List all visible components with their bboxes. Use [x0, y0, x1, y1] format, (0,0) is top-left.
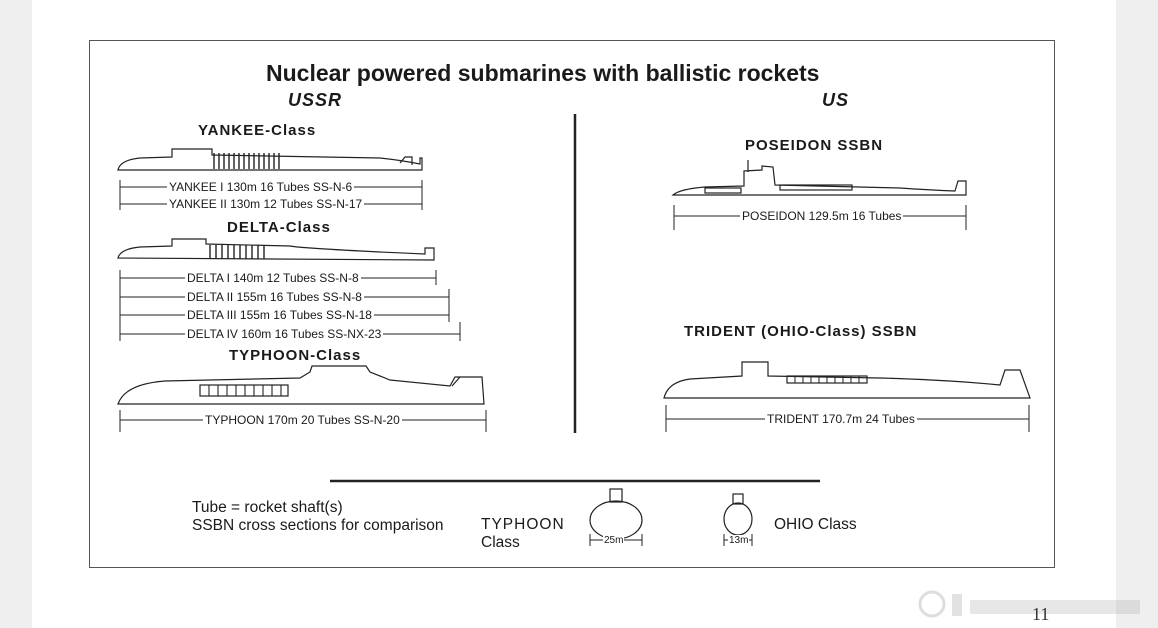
ohio-width-label: 13m [729, 535, 749, 546]
trident-silhouette [664, 362, 1030, 398]
delta-4-dimension: DELTA IV 160m 16 Tubes SS-NX-23 [187, 327, 382, 341]
typhoon-cross-label: TYPHOON [481, 516, 565, 533]
typhoon-cross-class: Class [481, 534, 520, 551]
us-header: US [822, 90, 850, 110]
delta-silhouette [118, 239, 434, 260]
poseidon-class-label: POSEIDON SSBN [745, 137, 884, 154]
delta-1-dimension: DELTA I 140m 12 Tubes SS-N-8 [187, 271, 359, 285]
ohio-cross-label: OHIO Class [774, 516, 857, 533]
legend-line-tube: Tube = rocket shaft(s) [192, 499, 343, 516]
yankee-2-dimension: YANKEE II 130m 12 Tubes SS-N-17 [169, 197, 363, 211]
delta-class-label: DELTA-Class [227, 219, 331, 236]
figure-title: Nuclear powered submarines with ballistic rockets [266, 60, 820, 86]
delta-3-dimension: DELTA III 155m 16 Tubes SS-N-18 [187, 308, 372, 322]
typhoon-dimension: TYPHOON 170m 20 Tubes SS-N-20 [205, 413, 400, 427]
ussr-header: USSR [288, 90, 343, 110]
typhoon-width-label: 25m [604, 535, 624, 546]
legend-line-cross-sections: SSBN cross sections for comparison [192, 517, 444, 534]
typhoon-class-label: TYPHOON-Class [229, 347, 362, 364]
trident-dimension: TRIDENT 170.7m 24 Tubes [767, 412, 915, 426]
typhoon-silhouette [118, 366, 484, 404]
yankee-1-dimension: YANKEE I 130m 16 Tubes SS-N-6 [169, 180, 353, 194]
delta-2-dimension: DELTA II 155m 16 Tubes SS-N-8 [187, 290, 362, 304]
yankee-class-label: YANKEE-Class [198, 122, 317, 139]
poseidon-silhouette [673, 160, 966, 195]
page-number: 11 [1032, 604, 1050, 624]
poseidon-dimension: POSEIDON 129.5m 16 Tubes [742, 209, 902, 223]
trident-class-label: TRIDENT (OHIO-Class) SSBN [684, 323, 918, 340]
yankee-silhouette [118, 149, 422, 170]
